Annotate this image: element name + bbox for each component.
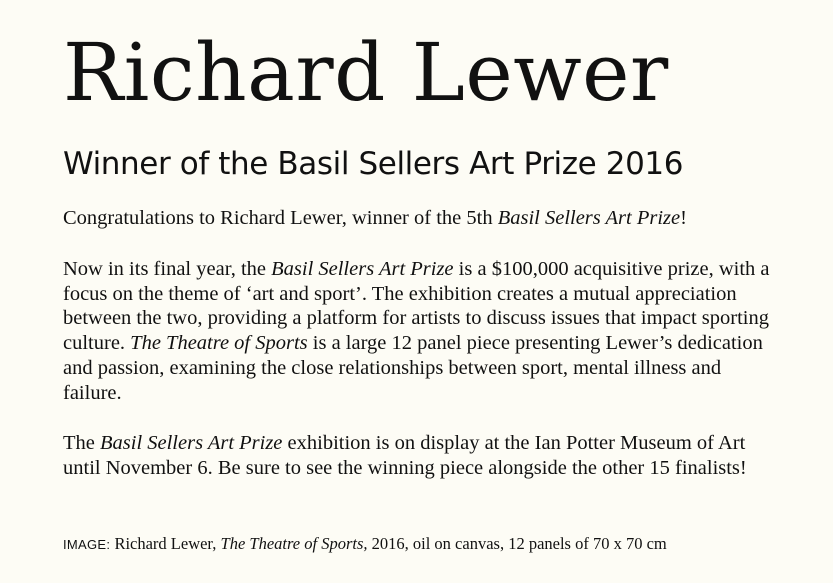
- intro-text: Congratulations to Richard Lewer, winner of the 5th: [63, 207, 498, 229]
- exhibition-text: The: [63, 432, 100, 454]
- exhibition-paragraph: [63, 431, 775, 480]
- artwork-title-italic: The Theatre of Sports: [130, 332, 308, 355]
- exhibition-text-end: exhibition is on display at the Ian Potter Museum of Art until November 6. Be sure to see the winning piece alongside the other 15 finalists!: [63, 432, 747, 479]
- image-caption: [63, 533, 667, 556]
- intro-paragraph: [63, 206, 775, 231]
- description-text-end: is a large 12 panel piece presenting Lewer’s dedication and passion, examining the close relationships between sport, mental illness and failure.: [63, 332, 763, 404]
- caption-details: 2016, oil on canvas, 12 panels of 70 x 70 cm: [367, 534, 667, 553]
- prize-name-italic: Basil Sellers Art Prize: [497, 207, 681, 229]
- description-text: is a $100,000 acquisitive prize, with a focus on the theme of ‘art and sport’. The exhibition creates a mutual appreciation between the two, providing a platform for artists to discuss issues that impact sporting culture.: [63, 258, 770, 355]
- prize-name-italic: Basil Sellers Art Prize: [100, 432, 283, 454]
- intro-text-end: !: [680, 207, 687, 229]
- page-subtitle: Winner of the Basil Sellers Art Prize 2016: [63, 146, 684, 182]
- caption-label: IMAGE:: [63, 537, 111, 552]
- description-text: Now in its final year, the: [63, 258, 272, 280]
- artwork-title-italic: The Theatre of Sports,: [220, 534, 368, 553]
- prize-name-italic: Basil Sellers Art Prize: [271, 258, 454, 280]
- caption-text: Richard Lewer,: [110, 534, 221, 553]
- description-paragraph: [63, 257, 775, 405]
- page-title: Richard Lewer: [63, 26, 669, 119]
